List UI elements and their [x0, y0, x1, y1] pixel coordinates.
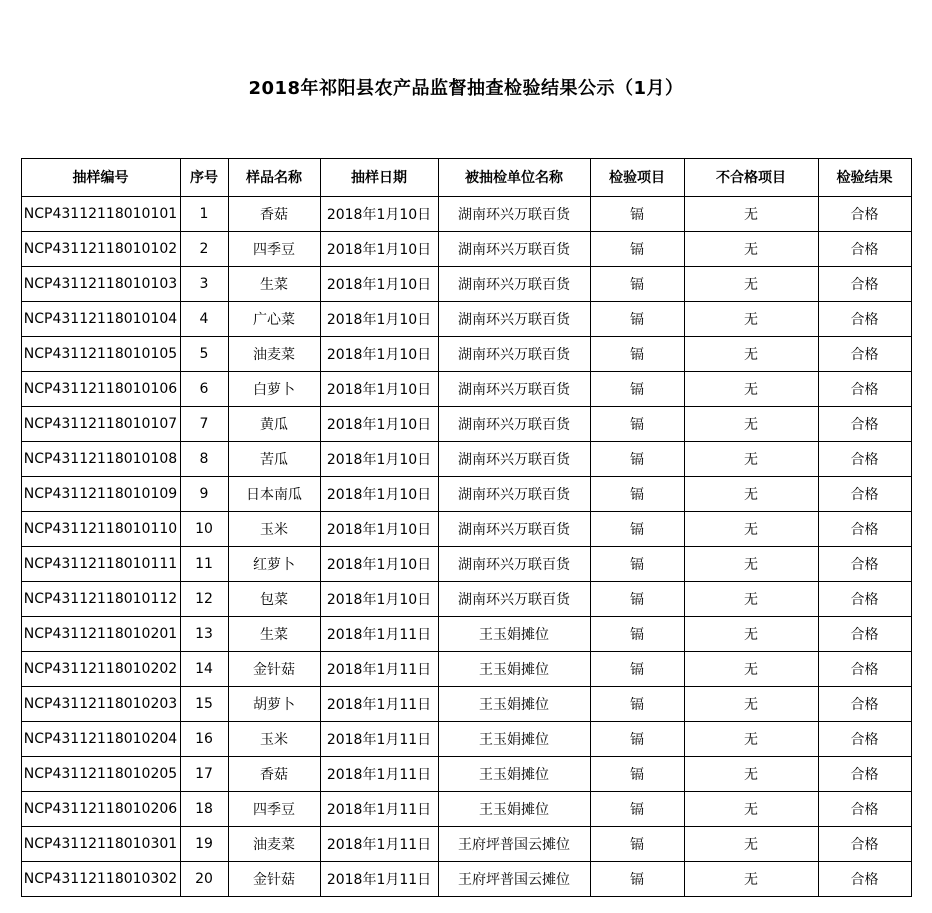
- table-cell: 镉: [590, 616, 684, 651]
- table-cell: 2018年1月10日: [320, 546, 438, 581]
- table-cell: 湖南环兴万联百货: [438, 371, 590, 406]
- table-cell: NCP43112118010202: [21, 651, 180, 686]
- table-cell: 王府坪普国云摊位: [438, 826, 590, 861]
- table-row: [21, 476, 911, 511]
- table-row: [21, 861, 911, 896]
- table-cell: 苦瓜: [228, 441, 320, 476]
- table-cell: 金针菇: [228, 651, 320, 686]
- table-cell: 2018年1月10日: [320, 196, 438, 231]
- table-cell: 无: [684, 826, 818, 861]
- table-cell: 5: [180, 336, 228, 371]
- page-title: 2018年祁阳县农产品监督抽查检验结果公示（1月）: [248, 78, 684, 99]
- table-cell: 11: [180, 546, 228, 581]
- table-cell: 四季豆: [228, 231, 320, 266]
- table-cell: 2018年1月11日: [320, 861, 438, 896]
- table-cell: NCP43112118010102: [21, 231, 180, 266]
- table-cell: 2018年1月11日: [320, 616, 438, 651]
- table-cell: 4: [180, 301, 228, 336]
- table-cell: 7: [180, 406, 228, 441]
- table-cell: 镉: [590, 476, 684, 511]
- table-cell: 3: [180, 266, 228, 301]
- table-cell: 镉: [590, 581, 684, 616]
- table-cell: 镉: [590, 511, 684, 546]
- table-row: [21, 791, 911, 826]
- table-cell: 玉米: [228, 511, 320, 546]
- table-row: [21, 371, 911, 406]
- table-cell: 2: [180, 231, 228, 266]
- table-cell: 王府坪普国云摊位: [438, 861, 590, 896]
- table-cell: 镉: [590, 721, 684, 756]
- table-cell: NCP43112118010101: [21, 196, 180, 231]
- table-cell: 2018年1月10日: [320, 511, 438, 546]
- table-cell: 镉: [590, 231, 684, 266]
- column-header-test-result: 检验结果: [818, 158, 911, 196]
- table-cell: 包菜: [228, 581, 320, 616]
- table-cell: 2018年1月11日: [320, 651, 438, 686]
- table-cell: 合格: [818, 826, 911, 861]
- table-cell: NCP43112118010110: [21, 511, 180, 546]
- table-cell: NCP43112118010107: [21, 406, 180, 441]
- table-cell: 16: [180, 721, 228, 756]
- table-row: [21, 336, 911, 371]
- table-row: [21, 231, 911, 266]
- table-cell: 2018年1月10日: [320, 441, 438, 476]
- table-row: [21, 196, 911, 231]
- table-row: [21, 546, 911, 581]
- table-cell: 镉: [590, 686, 684, 721]
- table-cell: NCP43112118010106: [21, 371, 180, 406]
- table-cell: 湖南环兴万联百货: [438, 546, 590, 581]
- table-cell: 湖南环兴万联百货: [438, 511, 590, 546]
- table-cell: 2018年1月11日: [320, 826, 438, 861]
- table-cell: 王玉娟摊位: [438, 791, 590, 826]
- table-row: [21, 581, 911, 616]
- table-cell: 王玉娟摊位: [438, 651, 590, 686]
- column-header-serial: 序号: [180, 158, 228, 196]
- table-cell: NCP43112118010302: [21, 861, 180, 896]
- column-header-unit-name: 被抽检单位名称: [438, 158, 590, 196]
- table-cell: 合格: [818, 581, 911, 616]
- table-row: [21, 826, 911, 861]
- table-cell: 镉: [590, 196, 684, 231]
- table-cell: 合格: [818, 721, 911, 756]
- table-cell: 湖南环兴万联百货: [438, 301, 590, 336]
- table-header-row: [21, 158, 911, 196]
- table-cell: 2018年1月10日: [320, 336, 438, 371]
- table-cell: 无: [684, 231, 818, 266]
- table-cell: 香菇: [228, 196, 320, 231]
- table-cell: 10: [180, 511, 228, 546]
- table-cell: 镉: [590, 826, 684, 861]
- table-cell: 2018年1月11日: [320, 686, 438, 721]
- table-cell: 无: [684, 791, 818, 826]
- table-cell: 金针菇: [228, 861, 320, 896]
- table-cell: NCP43112118010112: [21, 581, 180, 616]
- column-header-test-item: 检验项目: [590, 158, 684, 196]
- table-cell: 2018年1月10日: [320, 406, 438, 441]
- table-cell: NCP43112118010109: [21, 476, 180, 511]
- table-row: [21, 721, 911, 756]
- table-cell: 20: [180, 861, 228, 896]
- table-cell: 镉: [590, 266, 684, 301]
- table-cell: 红萝卜: [228, 546, 320, 581]
- table-cell: 无: [684, 301, 818, 336]
- table-cell: 2018年1月10日: [320, 476, 438, 511]
- table-cell: 合格: [818, 511, 911, 546]
- table-cell: 合格: [818, 651, 911, 686]
- table-cell: 合格: [818, 231, 911, 266]
- table-cell: 2018年1月11日: [320, 756, 438, 791]
- table-cell: NCP43112118010105: [21, 336, 180, 371]
- table-cell: 镉: [590, 371, 684, 406]
- table-cell: 无: [684, 756, 818, 791]
- table-cell: 合格: [818, 686, 911, 721]
- table-cell: 9: [180, 476, 228, 511]
- table-cell: NCP43112118010108: [21, 441, 180, 476]
- table-cell: 无: [684, 196, 818, 231]
- table-cell: 合格: [818, 616, 911, 651]
- table-cell: 19: [180, 826, 228, 861]
- table-cell: 湖南环兴万联百货: [438, 196, 590, 231]
- table-cell: 合格: [818, 441, 911, 476]
- column-header-sample-date: 抽样日期: [320, 158, 438, 196]
- table-cell: 王玉娟摊位: [438, 756, 590, 791]
- table-cell: 无: [684, 511, 818, 546]
- table-cell: 合格: [818, 476, 911, 511]
- table-cell: 黄瓜: [228, 406, 320, 441]
- table-cell: 镉: [590, 336, 684, 371]
- table-cell: 油麦菜: [228, 336, 320, 371]
- table-row: [21, 511, 911, 546]
- table-cell: 油麦菜: [228, 826, 320, 861]
- table-cell: 13: [180, 616, 228, 651]
- table-cell: 无: [684, 651, 818, 686]
- table-cell: 合格: [818, 266, 911, 301]
- column-header-sample-number: 抽样编号: [21, 158, 180, 196]
- table-cell: 2018年1月11日: [320, 791, 438, 826]
- table-cell: 镉: [590, 651, 684, 686]
- table-cell: 玉米: [228, 721, 320, 756]
- table-cell: 合格: [818, 406, 911, 441]
- table-cell: 镉: [590, 441, 684, 476]
- table-cell: 四季豆: [228, 791, 320, 826]
- table-cell: 无: [684, 686, 818, 721]
- table-cell: 18: [180, 791, 228, 826]
- table-row: [21, 266, 911, 301]
- table-cell: 15: [180, 686, 228, 721]
- table-cell: 无: [684, 546, 818, 581]
- table-cell: 生菜: [228, 266, 320, 301]
- table-cell: 镉: [590, 756, 684, 791]
- table-cell: 王玉娟摊位: [438, 721, 590, 756]
- table-cell: 镉: [590, 546, 684, 581]
- table-row: [21, 301, 911, 336]
- table-cell: 合格: [818, 336, 911, 371]
- table-cell: NCP43112118010104: [21, 301, 180, 336]
- table-row: [21, 441, 911, 476]
- table-cell: 湖南环兴万联百货: [438, 266, 590, 301]
- table-cell: 14: [180, 651, 228, 686]
- table-cell: 2018年1月10日: [320, 371, 438, 406]
- table-cell: NCP43112118010301: [21, 826, 180, 861]
- table-cell: NCP43112118010111: [21, 546, 180, 581]
- table-cell: 白萝卜: [228, 371, 320, 406]
- column-header-sample-name: 样品名称: [228, 158, 320, 196]
- table-cell: 合格: [818, 301, 911, 336]
- table-cell: 无: [684, 616, 818, 651]
- table-cell: 无: [684, 266, 818, 301]
- table-cell: 湖南环兴万联百货: [438, 476, 590, 511]
- table-cell: 1: [180, 196, 228, 231]
- table-cell: 6: [180, 371, 228, 406]
- table-cell: NCP43112118010201: [21, 616, 180, 651]
- table-row: [21, 756, 911, 791]
- table-cell: 合格: [818, 196, 911, 231]
- table-cell: 镉: [590, 861, 684, 896]
- table-cell: 无: [684, 861, 818, 896]
- table-cell: NCP43112118010205: [21, 756, 180, 791]
- table-cell: 2018年1月10日: [320, 581, 438, 616]
- table-cell: 合格: [818, 861, 911, 896]
- table-cell: 无: [684, 581, 818, 616]
- table-cell: 湖南环兴万联百货: [438, 406, 590, 441]
- table-row: [21, 686, 911, 721]
- table-cell: NCP43112118010204: [21, 721, 180, 756]
- table-body: [21, 196, 911, 896]
- table-cell: 2018年1月10日: [320, 231, 438, 266]
- table-cell: 香菇: [228, 756, 320, 791]
- table-cell: 无: [684, 721, 818, 756]
- table-cell: 湖南环兴万联百货: [438, 336, 590, 371]
- table-cell: 无: [684, 336, 818, 371]
- table-cell: NCP43112118010103: [21, 266, 180, 301]
- table-row: [21, 406, 911, 441]
- table-cell: 王玉娟摊位: [438, 616, 590, 651]
- table-cell: 生菜: [228, 616, 320, 651]
- table-cell: 胡萝卜: [228, 686, 320, 721]
- table-cell: 湖南环兴万联百货: [438, 441, 590, 476]
- table-cell: 12: [180, 581, 228, 616]
- table-cell: 合格: [818, 756, 911, 791]
- table-cell: 合格: [818, 546, 911, 581]
- table-cell: 镉: [590, 406, 684, 441]
- table-cell: 2018年1月10日: [320, 266, 438, 301]
- table-cell: 合格: [818, 371, 911, 406]
- table-cell: 无: [684, 371, 818, 406]
- table-row: [21, 616, 911, 651]
- table-cell: 无: [684, 476, 818, 511]
- table-cell: 湖南环兴万联百货: [438, 581, 590, 616]
- table-cell: 2018年1月10日: [320, 301, 438, 336]
- table-cell: NCP43112118010206: [21, 791, 180, 826]
- table-cell: 合格: [818, 791, 911, 826]
- table-cell: 17: [180, 756, 228, 791]
- table-row: [21, 651, 911, 686]
- table-cell: 无: [684, 441, 818, 476]
- table-cell: 广心菜: [228, 301, 320, 336]
- table-cell: NCP43112118010203: [21, 686, 180, 721]
- inspection-results-table: [21, 158, 912, 897]
- table-cell: 无: [684, 406, 818, 441]
- table-cell: 2018年1月11日: [320, 721, 438, 756]
- table-cell: 湖南环兴万联百货: [438, 231, 590, 266]
- table-cell: 8: [180, 441, 228, 476]
- table-cell: 镉: [590, 301, 684, 336]
- table-cell: 镉: [590, 791, 684, 826]
- table-cell: 王玉娟摊位: [438, 686, 590, 721]
- table-cell: 日本南瓜: [228, 476, 320, 511]
- column-header-failed-items: 不合格项目: [684, 158, 818, 196]
